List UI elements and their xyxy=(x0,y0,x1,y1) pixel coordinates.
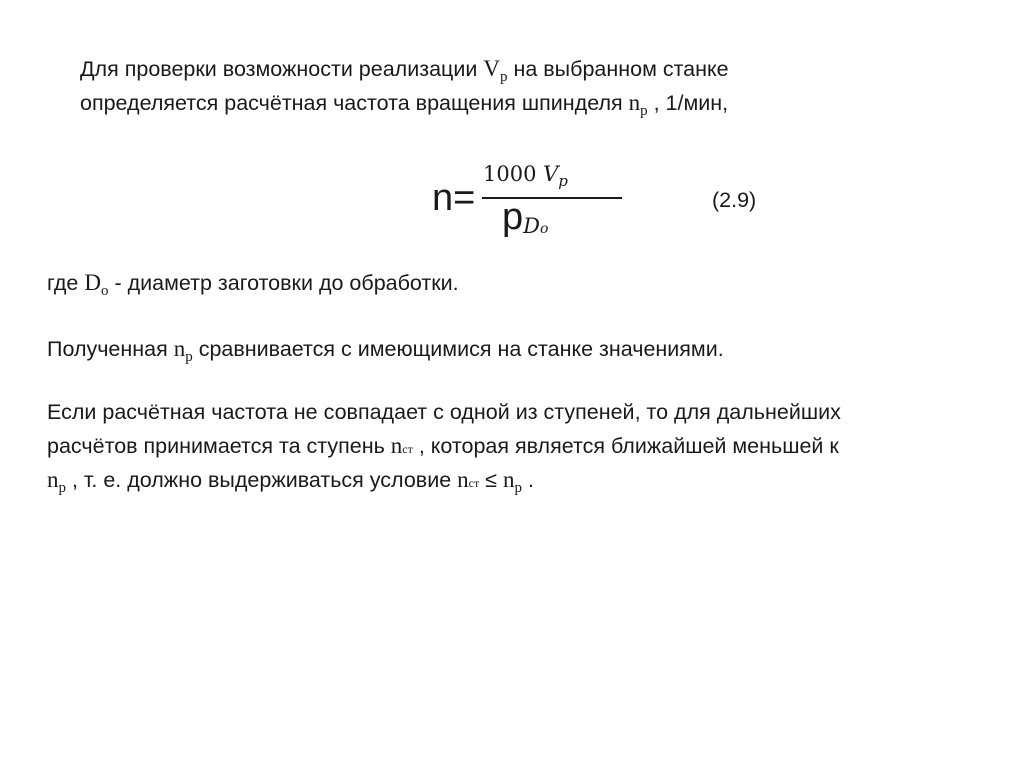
subscript-st: ст xyxy=(468,476,480,490)
symbol-n: n xyxy=(628,90,641,115)
denominator-subscript: o xyxy=(539,221,549,237)
text: . xyxy=(522,468,534,492)
comparison-line xyxy=(47,332,724,369)
symbol-n: n xyxy=(47,467,59,492)
text: Полученная xyxy=(47,337,174,361)
formula-2-9 xyxy=(432,160,632,245)
intro-line-1 xyxy=(80,52,729,89)
subscript-p: p xyxy=(58,480,66,496)
definition-line xyxy=(47,266,459,303)
rule-line-2 xyxy=(47,429,839,466)
subscript-st: ст xyxy=(402,442,413,456)
operator-le: ≤ xyxy=(479,468,503,492)
denominator-d: D xyxy=(523,214,540,238)
subscript-p: p xyxy=(499,69,508,85)
symbol-v: V xyxy=(483,56,500,81)
text: , т. е. должно выдерживаться условие xyxy=(66,468,458,492)
symbol-n: n xyxy=(457,467,469,492)
denominator-variable xyxy=(523,214,548,238)
numerator-variable: V xyxy=(543,162,559,186)
subscript-p: p xyxy=(185,349,193,365)
text: сравнивается с имеющимися на станке значениями. xyxy=(192,337,724,361)
text: где xyxy=(47,271,85,295)
formula-denominator xyxy=(502,194,548,240)
text: - диаметр заготовки до обработки. xyxy=(108,271,459,295)
formula-lhs: n= xyxy=(432,177,476,219)
subscript-p: p xyxy=(514,480,522,496)
formula-numerator xyxy=(483,160,568,190)
text: Для проверки возможности реализации xyxy=(80,57,484,81)
equation-number: (2.9) xyxy=(712,188,757,212)
text: на выбранном станке xyxy=(507,57,729,81)
numerator-subscript: p xyxy=(558,172,568,190)
symbol-n: n xyxy=(503,467,515,492)
denominator-p: p xyxy=(502,196,524,238)
text: , 1/мин, xyxy=(647,91,729,115)
numerator-constant: 1000 xyxy=(483,162,544,186)
subscript-p: p xyxy=(640,103,648,119)
symbol-d: D xyxy=(84,270,101,295)
text: расчётов принимается та ступень xyxy=(47,434,391,458)
subscript-o: o xyxy=(100,283,109,299)
intro-line-2 xyxy=(80,86,728,123)
text: определяется расчётная частота вращения шпинделя xyxy=(80,91,629,115)
rule-line-1 xyxy=(47,395,841,429)
rule-line-3 xyxy=(47,463,534,500)
symbol-n: n xyxy=(390,433,403,458)
symbol-n: n xyxy=(173,336,186,361)
text: , которая является ближайшей меньшей к xyxy=(412,434,839,458)
text: Если расчётная частота не совпадает с одной из ступеней, то для дальнейших xyxy=(47,400,841,424)
